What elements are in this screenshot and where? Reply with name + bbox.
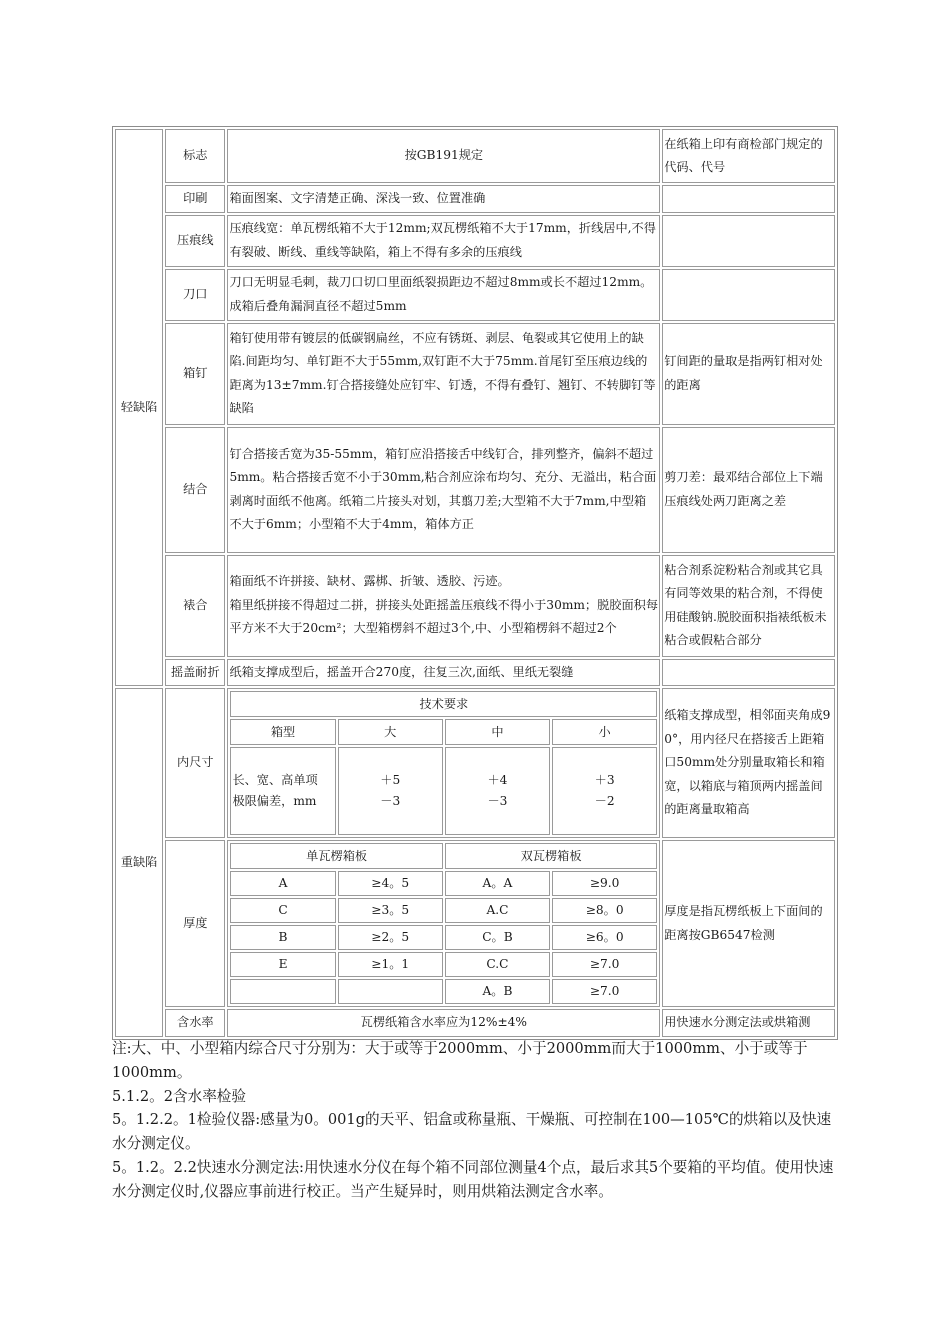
item-name: 刀口 — [165, 269, 225, 321]
tolerance-large — [338, 747, 443, 835]
item-note: 纸箱支撑成型，相邻面夹角成90°，用内径尺在搭接舌上距箱口50mm处分别量取箱长和箱宽，以箱底与箱顶两内摇盖间的距离量取箱高 — [662, 688, 835, 838]
item-name: 印刷 — [165, 185, 225, 213]
row-label — [230, 747, 335, 835]
item-name: 标志 — [165, 129, 225, 183]
row-laminating — [115, 555, 835, 657]
quality-standard-table — [112, 126, 838, 1040]
row-label-line: 长、宽、高单项 — [232, 773, 318, 787]
size-note: 注:大、中、小型箱内综合尺寸分别为：大于或等于2000mm、小于2000mm而大于1000mm、小于或等于1000mm。 — [112, 1040, 808, 1081]
single-flute-header: 单瓦楞箱板 — [230, 843, 442, 869]
thickness-table — [228, 841, 659, 1006]
body-text — [112, 1037, 838, 1204]
item-name: 内尺寸 — [165, 688, 225, 838]
inner-size-table — [228, 689, 659, 837]
thickness-value: ≥9.0 — [552, 871, 657, 896]
item-name: 含水率 — [165, 1009, 225, 1037]
row-flap-folding — [115, 659, 835, 687]
thickness-value: ≥4。5 — [338, 871, 443, 896]
flute-type: C。B — [445, 925, 550, 950]
tolerance-minus: －2 — [594, 794, 615, 808]
thickness-value: ≥2。5 — [338, 925, 443, 950]
inner-size-spec — [227, 688, 660, 838]
item-requirement: 按GB191规定 — [227, 129, 660, 183]
flute-type: A — [230, 871, 335, 896]
item-note: 厚度是指瓦楞纸板上下面间的距离按GB6547检测 — [662, 840, 835, 1007]
row-cut-edge — [115, 269, 835, 321]
row-thickness — [115, 840, 835, 1007]
item-note — [662, 215, 835, 267]
tolerance-plus: ＋4 — [487, 773, 508, 787]
double-flute-header: 双瓦楞箱板 — [445, 843, 657, 869]
item-requirement: 钉合搭接舌宽为35-55mm，箱钉应沿搭接舌中线钉合，排列整齐，偏斜不超过5mm。粘合搭接舌宽不小于30mm,粘合剂应涂布均匀、充分、无溢出，粘合面剥离时面纸不他离。纸箱二片接头对划，其翦刀差;大型箱不大于7mm,中型箱不大于6mm；小型箱不大于4mm，箱体方正 — [227, 427, 660, 553]
tolerance-plus: ＋3 — [594, 773, 615, 787]
thickness-value: ≥3。5 — [338, 898, 443, 923]
paragraph: 5。1.2。2.2快速水分测定法:用快速水分仪在每个箱不同部位测量4个点，最后求其5个要箱的平均值。使用快速水分测定仪时,仪器应事前进行校正。当产生疑异时，则用烘箱法测定含水率。 — [112, 1158, 834, 1200]
tolerance-minus: －3 — [380, 794, 401, 808]
thickness-value — [338, 979, 443, 1004]
tolerance-minus: －3 — [487, 794, 508, 808]
tolerance-small — [552, 747, 657, 835]
thickness-value: ≥6。0 — [552, 925, 657, 950]
col-header: 大 — [338, 719, 443, 745]
category-heavy-defects: 重缺陷 — [115, 688, 163, 1037]
item-requirement: 纸箱支撑成型后，摇盖开合270度，往复三次,面纸、里纸无裂缝 — [227, 659, 660, 687]
row-printing — [115, 185, 835, 213]
item-note: 在纸箱上印有商检部门规定的代码、代号 — [662, 129, 835, 183]
item-note — [662, 659, 835, 687]
row-joint — [115, 427, 835, 553]
flute-type: A。A — [445, 871, 550, 896]
item-note: 剪刀差：最邓结合部位上下端压痕线处两刀距离之差 — [662, 427, 835, 553]
row-box-staple — [115, 323, 835, 425]
tech-requirement-header: 技术要求 — [230, 691, 657, 717]
col-header: 箱型 — [230, 719, 335, 745]
flute-type: B — [230, 925, 335, 950]
paragraph: 5。1.2.2。1检验仪器:感量为0。001g的天平、铝盒或称量瓶、干燥瓶、可控制在100—105℃的烘箱以及快速水分测定仪。 — [112, 1111, 832, 1153]
item-name: 压痕线 — [165, 215, 225, 267]
row-inner-size — [115, 688, 835, 838]
flute-type: E — [230, 952, 335, 977]
thickness-value: ≥1。1 — [338, 952, 443, 977]
row-crease-line — [115, 215, 835, 267]
item-name: 结合 — [165, 427, 225, 553]
thickness-value: ≥7.0 — [552, 979, 657, 1004]
category-light-defects: 轻缺陷 — [115, 129, 163, 686]
item-requirement: 刀口无明显毛刺，裁刀口切口里面纸裂损距边不超过8mm或长不超过12mm。成箱后叠角漏洞直径不超过5mm — [227, 269, 660, 321]
flute-type: A.C — [445, 898, 550, 923]
row-moisture — [115, 1009, 835, 1037]
col-header: 中 — [445, 719, 550, 745]
tolerance-medium — [445, 747, 550, 835]
item-note: 用快速水分测定法或烘箱测 — [662, 1009, 835, 1037]
item-requirement: 箱面图案、文字清楚正确、深浅一致、位置准确 — [227, 185, 660, 213]
item-requirement: 压痕线宽：单瓦楞纸箱不大于12mm;双瓦楞纸箱不大于17mm，折线居中,不得有裂破、断线、重线等缺陷，箱上不得有多余的压痕线 — [227, 215, 660, 267]
flute-type: C — [230, 898, 335, 923]
tolerance-plus: ＋5 — [380, 773, 401, 787]
col-header: 小 — [552, 719, 657, 745]
item-name: 裱合 — [165, 555, 225, 657]
thickness-value: ≥7.0 — [552, 952, 657, 977]
requirement-line: 箱里纸拼接不得超过二拼，拼接头处距摇盖压痕线不得小于30mm；脱胶面积每平方米不大于20cm²；大型箱楞斜不超过3个,中、小型箱楞斜不超过2个 — [229, 597, 659, 636]
thickness-spec — [227, 840, 660, 1007]
item-note: 粘合剂系淀粉粘合剂或其它具有同等效果的粘合剂，不得使用硅酸钠.脱胶面积指裱纸板未粘合或假粘合部分 — [662, 555, 835, 657]
item-note — [662, 185, 835, 213]
flute-type: C.C — [445, 952, 550, 977]
row-label-line: 极限偏差，mm — [232, 794, 317, 808]
flute-type: A。B — [445, 979, 550, 1004]
item-note: 钉间距的量取是指两钉相对处的距离 — [662, 323, 835, 425]
item-name: 摇盖耐折 — [165, 659, 225, 687]
item-note — [662, 269, 835, 321]
item-requirement: 瓦楞纸箱含水率应为12%±4% — [227, 1009, 660, 1037]
row-mark — [115, 129, 835, 183]
item-requirement — [227, 555, 660, 657]
item-requirement: 箱钉使用带有镀层的低碳钢扁丝，不应有锈斑、剥层、龟裂或其它使用上的缺陷.间距均匀、单钉距不大于55mm,双钉距不大于75mm.首尾钉至压痕边线的距离为13±7mm.钉合搭接缝处应钉牢、钉透，不得有叠钉、翘钉、不转脚钉等缺陷 — [227, 323, 660, 425]
item-name: 厚度 — [165, 840, 225, 1007]
thickness-value: ≥8。0 — [552, 898, 657, 923]
item-name: 箱钉 — [165, 323, 225, 425]
section-heading: 5.1.2。2含水率检验 — [112, 1087, 246, 1105]
flute-type — [230, 979, 335, 1004]
requirement-line: 箱面纸不许拼接、缺材、露梆、折皱、透胶、污迹。 — [229, 574, 510, 589]
